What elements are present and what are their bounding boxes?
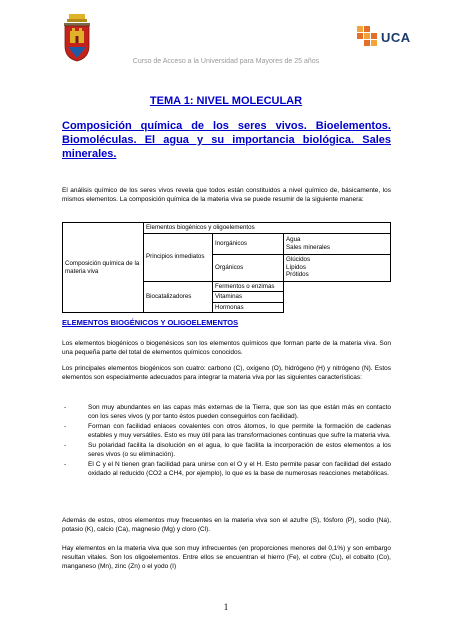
list-item-text: Su polaridad facilita la disolución en el agua, lo que facilita la incorporación de estos elementos a los seres vivos (o su eliminación). [88, 442, 391, 458]
list-dash: - [64, 442, 67, 449]
composition-table [62, 222, 391, 313]
table-item-lipidos: Lípidos [286, 263, 306, 271]
list-item [62, 422, 391, 440]
document-title: TEMA 1: NIVEL MOLECULAR [149, 95, 303, 107]
document-subtitle: Composición química de los seres vivos. Bioelementos. Biomoléculas. El agua y su importancia biológica. Sales minerales. [62, 120, 391, 160]
paragraph-3: Además de estos, otros elementos muy frecuentes en la materia viva son el azufre (S), fósforo (P), sodio (Na), potasio (K), calcio (Ca), magnesio (Mg) y cloro (Cl). [62, 517, 391, 533]
paragraph-1: Los elementos biogénicos o biogenésicos son los elementos químicos que forman parte de la materia viva. Son una pequeña parte del total de elementos químicos conocidos. [62, 340, 391, 356]
table-cell-biogenic: Elementos biogénicos y oligoelementos [144, 223, 391, 234]
table-cell-principios: Principios inmediatos [144, 233, 213, 281]
coat-of-arms-icon [62, 14, 92, 62]
uca-logo-name: UCA [381, 30, 411, 45]
table-cell-organic-list [284, 254, 391, 281]
table-cell-hormonas: Hormonas [213, 302, 284, 313]
uca-logo [357, 24, 427, 56]
list-dash: - [64, 404, 67, 411]
table-cell-organicos: Orgánicos [213, 254, 284, 281]
list-item [62, 403, 391, 421]
table-cell-biocatalizadores: Biocatalizadores [144, 281, 213, 313]
list-item-text: Son muy abundantes en las capas más externas de la Tierra, que son las que están más en contacto con los seres vivos (y por tanto éstos pueden conseguirlos con facilidad). [88, 404, 391, 420]
section-heading: ELEMENTOS BIOGÉNICOS Y OLIGOELEMENTOS [62, 318, 239, 327]
table-cell-vitaminas: Vitaminas [213, 292, 284, 303]
list-item [62, 460, 391, 478]
table-item-sales: Sales minerales [286, 243, 331, 251]
list-dash: - [64, 423, 67, 430]
table-cell-inorganicos: Inorgánicos [213, 233, 284, 254]
page-number: 1 [223, 602, 229, 612]
paragraph-2: Los principales elementos biogénicos son cuatro: carbono (C), oxígeno (O), hidrógeno (H) y nitrógeno (N). Estos elementos son especialmente adecuados para integrar la materia viva por las siguientes características: [62, 365, 391, 381]
list-item [62, 441, 391, 459]
table-cell-fermentos: Fermentos o enzimas [213, 281, 284, 292]
running-header: Curso de Acceso a la Universidad para Mayores de 25 años [132, 58, 320, 65]
list-item-text: El C y el N tienen gran facilidad para unirse con el O y el H. Esto permite pasar con facilidad del estado oxidado al reducido (CO2 a CH4, por ejemplo), lo que es la base de numerosas reacciones metabólicas. [88, 461, 391, 477]
table-root-cell: Composición química de la materia viva [63, 223, 144, 313]
table-item-agua: Agua [286, 236, 301, 243]
table-cell-inorganic-list [284, 233, 391, 254]
list-item-text: Forman con facilidad enlaces covalentes con otros átomos, lo que permite la formación de cadenas estables y muy versátiles. Esto es muy útil para las transformaciones continuas que sufre la materia viva. [88, 423, 391, 439]
table-empty-cell [284, 281, 391, 313]
uca-logo-icon [357, 26, 379, 50]
list-dash: - [64, 461, 67, 468]
paragraph-4: Hay elementos en la materia viva que son muy infrecuentes (en proporciones menores del 0,1%) y son embargo resultan vitales. Son los oligoelementos. Entre ellos se encuentran el hierro (Fe), el cobre (Cu), el cobalto (Co), manganeso (Mn), zinc (Zn) o el yodo (I) [62, 545, 391, 570]
table-item-protidos: Prótidos [286, 271, 309, 279]
characteristics-list [62, 403, 391, 479]
table-item-glucidos: Glúcidos [286, 256, 311, 264]
intro-paragraph: El análisis químico de los seres vivos revela que todos están constituidos a nivel químico de, básicamente, los mismos elementos. La composición química de la materia viva se puede resumir de la siguiente manera: [62, 187, 391, 203]
